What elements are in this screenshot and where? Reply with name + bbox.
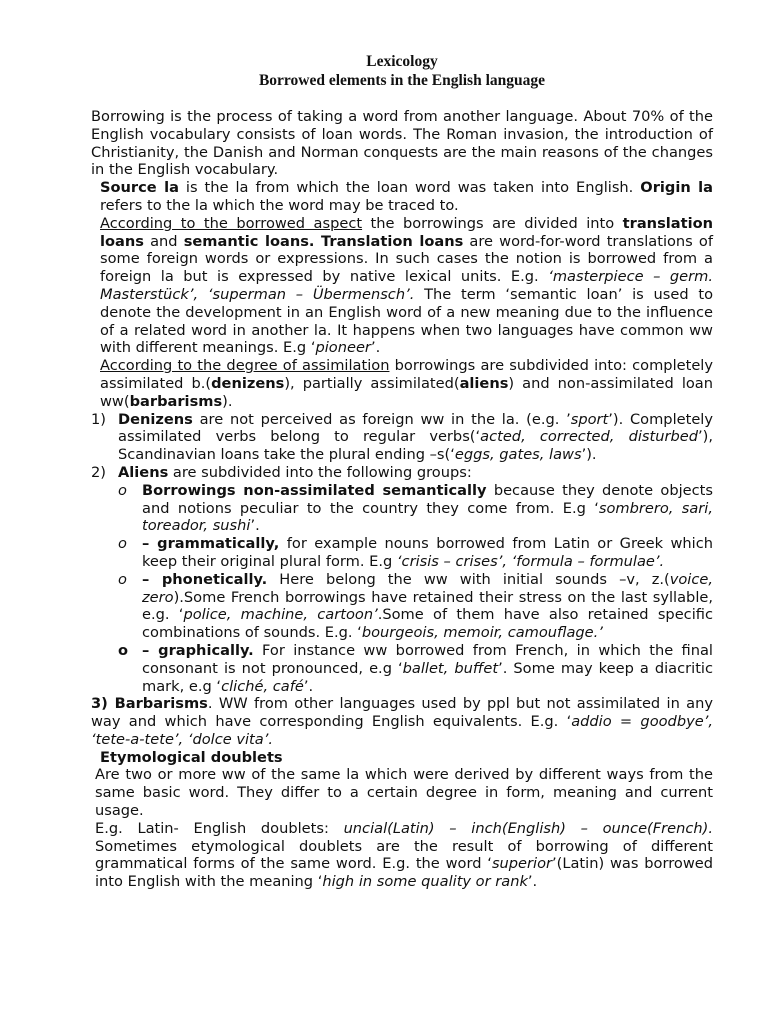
document-page — [91, 52, 713, 891]
borrowed-aspect-paragraph: According to the borrowed aspect the borrowings are divided into translation loans and semantic loans. Translation loans are word-for-word translations of some foreign words or expressions. In such cases the notion is borrowed from a foreign la but is expressed by native lexical units. E.g. ‘masterpiece – germ. Masterstück’, ‘superman – Übermensch’. The term ‘semantic loan’ is used to denote the development in an English word of a new meaning due to the influence of a related word in another la. It happens when two languages have common ww with different meanings. E.g ‘pioneer’. — [100, 214, 713, 357]
sub-item-grammatical: o – grammatically, for example nouns borrowed from Latin or Greek which keep their original plural form. E.g ‘crisis – crises’, ‘formula – formulae’. — [118, 535, 713, 570]
assimilation-lead: According to the degree of assimilation — [100, 357, 390, 375]
barbarisms-paragraph: 3) Barbarisms. WW from other languages used by ppl but not assimilated in any way and which have corresponding English equivalents. E.g. ‘addio = goodbye’, ‘tete-a-tete’, ‘dolce vita’. — [91, 695, 713, 748]
bullet-marker: o — [118, 570, 127, 588]
etymological-examples: E.g. Latin- English doublets: uncial(Latin) – inch(English) – ounce(French). Sometimes etymological doublets are the result of borrowing of different grammatical forms of the same word. E.g. the word ‘superior’(Latin) was borrowed into English with the meaning ‘high in some quality or rank’. — [95, 819, 713, 891]
intro-paragraph: Borrowing is the process of taking a word from another language. About 70% of the English vocabulary consists of loan words. The Roman invasion, the introduction of Christianity, the Danish and Norman conquests are the main reasons of the changes in the English vocabulary. — [91, 108, 713, 179]
assimilation-paragraph: According to the degree of assimilation borrowings are subdivided into: completely assimilated b.(denizens), partially assimilated(aliens) and non-assimilated loan ww(barbarisms). — [100, 357, 714, 410]
bullet-marker: o — [118, 481, 127, 499]
etymological-heading: Etymological doublets — [100, 748, 283, 766]
origin-term: Origin la — [640, 179, 714, 197]
sub-item-phonetic: o – phonetically. Here belong the ww with initial sounds –v, z.(voice, zero).Some French borrowings have retained their stress on the last syllable, e.g. ‘police, machine, cartoon’.Some of them have also retained specific combinations of sounds. E.g. ‘bourgeois, memoir, camouflage.’ — [118, 570, 713, 642]
document-title: Lexicology — [366, 53, 438, 70]
aspect-lead: According to the borrowed aspect — [100, 214, 363, 232]
source-term: Source la — [100, 179, 179, 197]
document-subtitle: Borrowed elements in the English language — [258, 72, 546, 89]
bullet-marker: o — [118, 641, 129, 659]
etymological-definition: Are two or more ww of the same la which were derived by different ways from the same basic word. They differ to a certain degree in form, meaning and current usage. — [95, 766, 713, 820]
source-origin-paragraph: Source la is the la from which the loan word was taken into English. Origin la refers to the la which the word may be traced to. — [100, 179, 714, 214]
list-item-aliens: 2) Aliens are subdivided into the following groups: — [91, 463, 472, 481]
sub-item-semantic: o Borrowings non-assimilated semantically because they denote objects and notions peculiar to the country they come from. E.g ‘sombrero, sari, toreador, sushi’. — [118, 481, 713, 535]
bullet-marker: o — [118, 535, 127, 553]
sub-item-graphic: o – graphically. For instance ww borrowed from French, in which the final consonant is not pronounced, e.g ‘ballet, buffet’. Some may keep a diacritic mark, e.g ‘cliché, café’. — [118, 641, 714, 695]
list-item-denizens: 1) Denizens are not perceived as foreign ww in the la. (e.g. ’sport’). Completely assimilated verbs belong to regular verbs(‘acted, corrected, disturbed’), Scandinavian loans take the plural ending –s(‘eggs, gates, laws’). — [91, 410, 713, 464]
